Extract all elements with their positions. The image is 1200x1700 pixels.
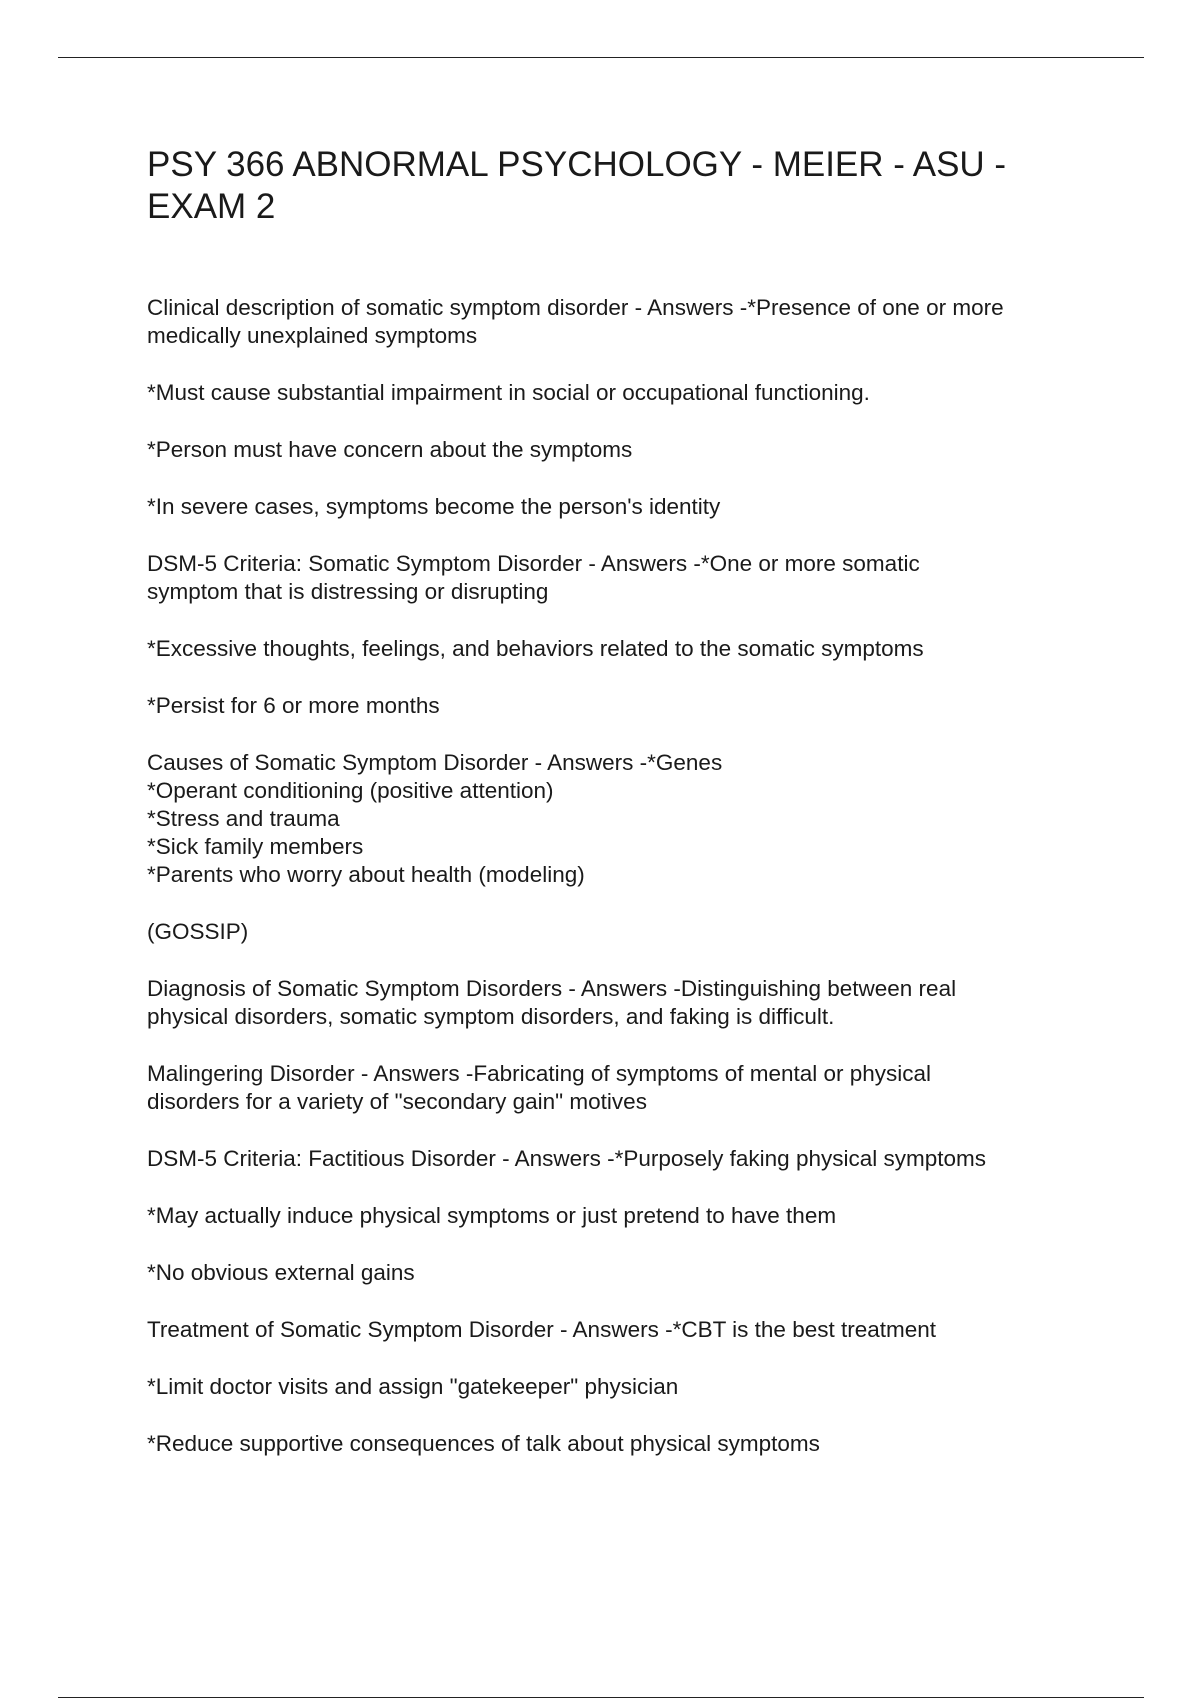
paragraph-limit-visits: [147, 1373, 1107, 1401]
paragraph-treatment: [147, 1316, 1107, 1344]
text-line: Causes of Somatic Symptom Disorder - Answers -*Genes: [147, 750, 723, 775]
text-line: disorders for a variety of "secondary gain" motives: [147, 1089, 647, 1114]
text-line: *In severe cases, symptoms become the person's identity: [147, 494, 721, 519]
paragraph-no-external-gains: [147, 1259, 1107, 1287]
paragraph-dsm5-somatic: [147, 550, 1107, 606]
paragraph-diagnosis: [147, 975, 1107, 1031]
paragraph-impairment: [147, 379, 1107, 407]
text-line: DSM-5 Criteria: Somatic Symptom Disorder - Answers -*One or more somatic: [147, 551, 920, 576]
text-line: (GOSSIP): [147, 919, 249, 944]
text-line: *Person must have concern about the symptoms: [147, 437, 633, 462]
text-line: *May actually induce physical symptoms or just pretend to have them: [147, 1203, 837, 1228]
paragraph-clinical-description: [147, 294, 1107, 350]
text-line: physical disorders, somatic symptom disorders, and faking is difficult.: [147, 1004, 835, 1029]
title-line: EXAM 2: [147, 187, 276, 226]
text-line: Clinical description of somatic symptom disorder - Answers -*Presence of one or more: [147, 295, 1004, 320]
paragraph-causes: [147, 749, 1107, 889]
bottom-divider: [58, 1697, 1144, 1698]
paragraph-malingering: [147, 1060, 1107, 1116]
document-title: [147, 144, 1107, 228]
text-line: DSM-5 Criteria: Factitious Disorder - Answers -*Purposely faking physical symptoms: [147, 1146, 987, 1171]
text-line: medically unexplained symptoms: [147, 323, 478, 348]
paragraph-excessive-thoughts: [147, 635, 1107, 663]
text-line: *No obvious external gains: [147, 1260, 415, 1285]
text-line: *Excessive thoughts, feelings, and behaviors related to the somatic symptoms: [147, 636, 924, 661]
text-line: Diagnosis of Somatic Symptom Disorders - Answers -Distinguishing between real: [147, 976, 957, 1001]
text-line: *Reduce supportive consequences of talk about physical symptoms: [147, 1431, 820, 1456]
text-line: *Limit doctor visits and assign "gatekeeper" physician: [147, 1374, 679, 1399]
paragraph-concern: [147, 436, 1107, 464]
text-line: *Sick family members: [147, 834, 364, 859]
paragraph-dsm5-factitious: [147, 1145, 1107, 1173]
text-line: *Persist for 6 or more months: [147, 693, 440, 718]
text-line: symptom that is distressing or disrupting: [147, 579, 549, 604]
paragraph-induce-symptoms: [147, 1202, 1107, 1230]
text-line: Malingering Disorder - Answers -Fabricating of symptoms of mental or physical: [147, 1061, 932, 1086]
top-divider: [58, 57, 1144, 58]
text-line: Treatment of Somatic Symptom Disorder - Answers -*CBT is the best treatment: [147, 1317, 937, 1342]
paragraph-gossip: [147, 918, 1107, 946]
document-body: [147, 144, 1107, 1487]
title-line: PSY 366 ABNORMAL PSYCHOLOGY - MEIER - ASU -: [147, 145, 1007, 184]
paragraph-identity: [147, 493, 1107, 521]
text-line: *Parents who worry about health (modeling): [147, 862, 585, 887]
paragraph-reduce-consequences: [147, 1430, 1107, 1458]
paragraph-persist: [147, 692, 1107, 720]
text-line: *Stress and trauma: [147, 806, 340, 831]
text-line: *Operant conditioning (positive attention): [147, 778, 554, 803]
text-line: *Must cause substantial impairment in social or occupational functioning.: [147, 380, 870, 405]
